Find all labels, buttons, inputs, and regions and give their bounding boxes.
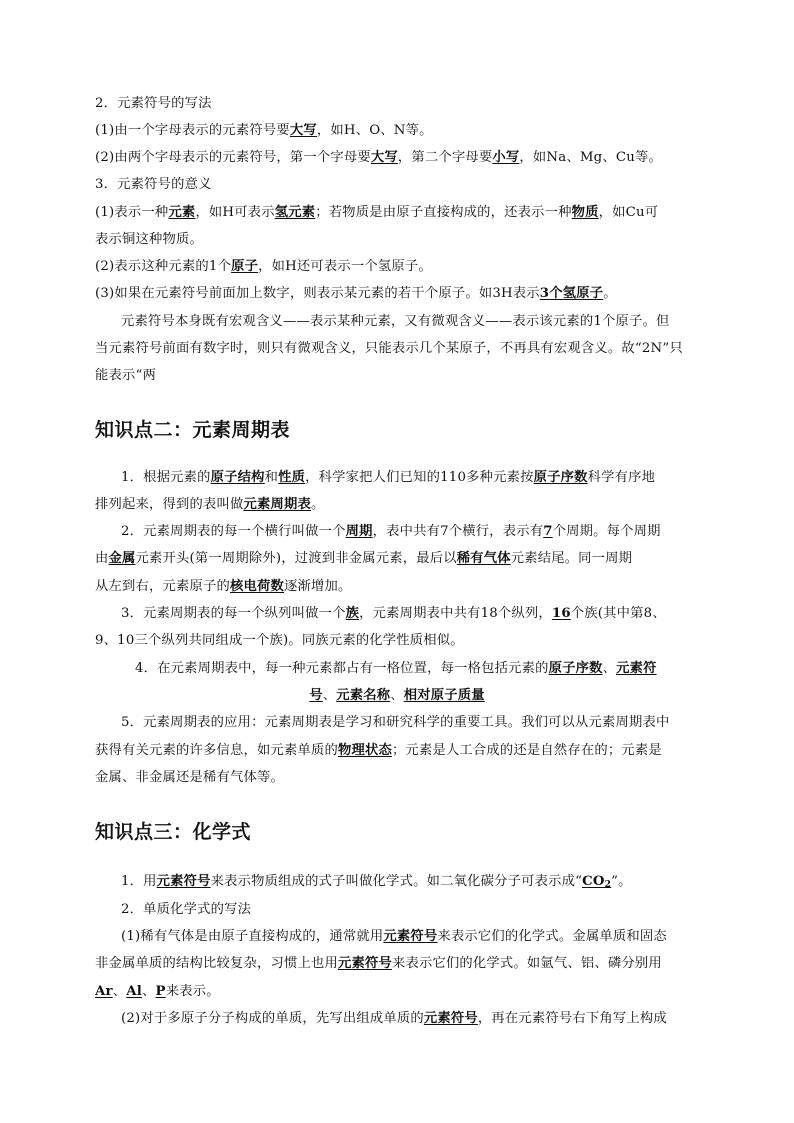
text: ，如H可表示 — [195, 205, 275, 220]
answer-blank: 核电荷数 — [229, 579, 284, 594]
answer-blank: 7 — [543, 524, 553, 539]
text: 从左到右，元素原子的 — [95, 579, 230, 594]
paragraph — [121, 605, 666, 623]
text: 来表示物质组成的式子叫做化学式。如二氧化碳分子可表示成“ — [210, 874, 583, 889]
text: 、 — [322, 688, 337, 703]
text: 来表示它们的化学式。如氩气、铝、磷分别用 — [391, 956, 662, 971]
text: (3)如果在元素符号前面加上数字，则表示某元素的若干个原子。如3H表示 — [95, 286, 540, 301]
answer-blank: 性质 — [278, 470, 306, 485]
paragraph: 5．元素周期表的应用：元素周期表是学习和研究科学的重要工具。我们可以从元素周期表中 — [121, 715, 670, 730]
answer-blank: 物理状态 — [337, 743, 392, 758]
text: ，元素周期表中共有18个纵列， — [359, 606, 552, 621]
paragraph — [121, 873, 632, 891]
text: ，再在元素符号右下角写上构成 — [477, 1011, 667, 1026]
text: 获得有关元素的许多信息，如元素单质的 — [95, 743, 338, 758]
answer-blank: 族 — [345, 606, 360, 621]
paragraph — [135, 660, 657, 678]
text: 科学有序地 — [587, 470, 656, 485]
answer-blank: 元素符号 — [423, 1011, 478, 1026]
answer-blank: 原子结构 — [210, 470, 265, 485]
answer-blank: 氢元素 — [274, 205, 316, 220]
text: 1．用 — [121, 874, 157, 889]
text: (1)由一个字母表示的元素符号要 — [95, 123, 290, 138]
paragraph: 金属、非金属还是稀有气体等。 — [95, 770, 284, 785]
answer-blank: 原子序数 — [533, 470, 588, 485]
text: 3．元素周期表的每一个纵列叫做一个 — [121, 606, 346, 621]
text: 由 — [95, 551, 109, 566]
text: 。 — [603, 286, 617, 301]
answer-blank: 16 — [551, 606, 571, 621]
paragraph — [95, 496, 324, 514]
text: (1)稀有气体是由原子直接构成的，通常就用 — [121, 929, 384, 944]
text: 、 — [112, 984, 127, 999]
text: (2)由两个字母表示的元素符号，第一个字母要 — [95, 150, 371, 165]
text: ，如H、O、N等。 — [316, 123, 433, 138]
text: 来表示它们的化学式。金属单质和固态 — [437, 929, 667, 944]
paragraph: 表示铜这种物质。 — [95, 232, 203, 247]
answer-blank: 元素符号 — [337, 956, 392, 971]
answer-blank: 元素符 — [616, 661, 657, 676]
text: 和 — [264, 470, 279, 485]
text: ；若物质是由原子直接构成的，还表示一种 — [315, 205, 572, 220]
text: 4．在元素周期表中，每一种元素都占有一格位置，每一格包括元素的 — [135, 661, 549, 676]
answer-blank: 金属 — [108, 551, 136, 566]
text: 个族(其中第8、 — [570, 606, 666, 621]
answer-blank: P — [155, 984, 166, 999]
answer-blank: 元素名称 — [336, 688, 391, 703]
text: (1)表示一种 — [95, 205, 169, 220]
paragraph — [95, 955, 662, 973]
paragraph — [121, 523, 661, 541]
text: (2)对于多原子分子构成的单质，先写出组成单质的 — [121, 1011, 424, 1026]
answer-blank: 物质 — [571, 205, 599, 220]
answer-blank: 元素符号 — [383, 929, 438, 944]
answer-blank: 小写 — [492, 150, 520, 165]
paragraph: 9、10三个纵列共同组成一个族)。同族元素的化学性质相似。 — [95, 633, 464, 648]
text: 、 — [142, 984, 156, 999]
text: ，如H还可表示一个氢原子。 — [258, 259, 432, 274]
paragraph — [95, 578, 351, 596]
text: 、 — [390, 688, 404, 703]
answer-blank: 元素周期表 — [243, 497, 311, 512]
text: 逐渐增加。 — [283, 579, 352, 594]
paragraph: 当元素符号前面有数字时，则只有微观含义，只能表示几个某原子，不再具有宏观含义。故“2N”只 — [95, 341, 683, 356]
text: 来表示。 — [165, 984, 220, 999]
text: ；元素是人工合成的还是自然存在的；元素是 — [391, 743, 662, 758]
answer-blank: 原子序数 — [548, 661, 603, 676]
text: 、 — [602, 661, 617, 676]
subheading-symbol-writing: 2．元素符号的写法 — [95, 96, 212, 111]
answer-blank: 大写 — [370, 150, 398, 165]
answer-blank: Al — [126, 984, 143, 999]
text: ，第二个字母要 — [397, 150, 493, 165]
paragraph — [95, 204, 658, 222]
answer-blank: 元素 — [168, 205, 196, 220]
answer-blank: 相对原子质量 — [403, 688, 485, 703]
paragraph — [95, 285, 617, 303]
text: (2)表示这种元素的1个 — [95, 259, 232, 274]
paragraph — [121, 469, 655, 487]
subheading-symbol-meaning: 3．元素符号的意义 — [95, 177, 212, 192]
formula-text: CO — [582, 874, 605, 889]
answer-blank: 元素符号 — [156, 874, 211, 889]
text: ，如Cu可 — [598, 205, 659, 220]
text: ”。 — [611, 874, 632, 889]
paragraph: 能表示“两 — [95, 368, 156, 383]
answer-blank: 3个氢原子 — [539, 286, 604, 301]
paragraph — [95, 983, 220, 1001]
text: 1．根据元素的 — [121, 470, 211, 485]
answer-formula — [582, 874, 611, 889]
text: 2．元素周期表的每一个横行叫做一个 — [121, 524, 346, 539]
text: 。 — [310, 497, 325, 512]
answer-blank: 大写 — [289, 123, 317, 138]
paragraph — [95, 149, 662, 167]
answer-blank: Ar — [95, 984, 113, 999]
formula-subscript: 2 — [604, 880, 612, 890]
paragraph — [121, 1010, 667, 1028]
text: 元素开头(第一周期除外)，过渡到非金属元素，最后以 — [135, 551, 457, 566]
answer-blank: 周期 — [345, 524, 373, 539]
section-heading-chemical-formula: 知识点三：化学式 — [95, 821, 252, 843]
text: ，表中共有7个横行，表示有 — [372, 524, 544, 539]
paragraph — [121, 928, 667, 946]
answer-blank: 稀有气体 — [456, 551, 511, 566]
text: ，如Na、Mg、Cu等。 — [519, 150, 662, 165]
text: 元素结尾。同一周期 — [510, 551, 633, 566]
paragraph — [95, 742, 662, 760]
paragraph-continuation — [0, 687, 794, 705]
text: ，科学家把人们已知的110多种元素按 — [305, 470, 534, 485]
text: 排列起来，得到的表叫做 — [95, 497, 244, 512]
section-heading-periodic-table: 知识点二：元素周期表 — [95, 419, 291, 441]
paragraph: 元素符号本身既有宏观含义——表示某种元素，又有微观含义——表示该元素的1个原子。但 — [121, 314, 670, 329]
paragraph — [95, 258, 432, 276]
answer-blank: 原子 — [231, 259, 259, 274]
paragraph — [95, 550, 632, 568]
text: 非金属单质的结构比较复杂，习惯上也用 — [95, 956, 338, 971]
subheading-elemental-formula: 2．单质化学式的写法 — [121, 902, 252, 917]
text: 个周期。每个周期 — [552, 524, 661, 539]
answer-blank: 号 — [309, 688, 323, 703]
paragraph — [95, 122, 433, 140]
